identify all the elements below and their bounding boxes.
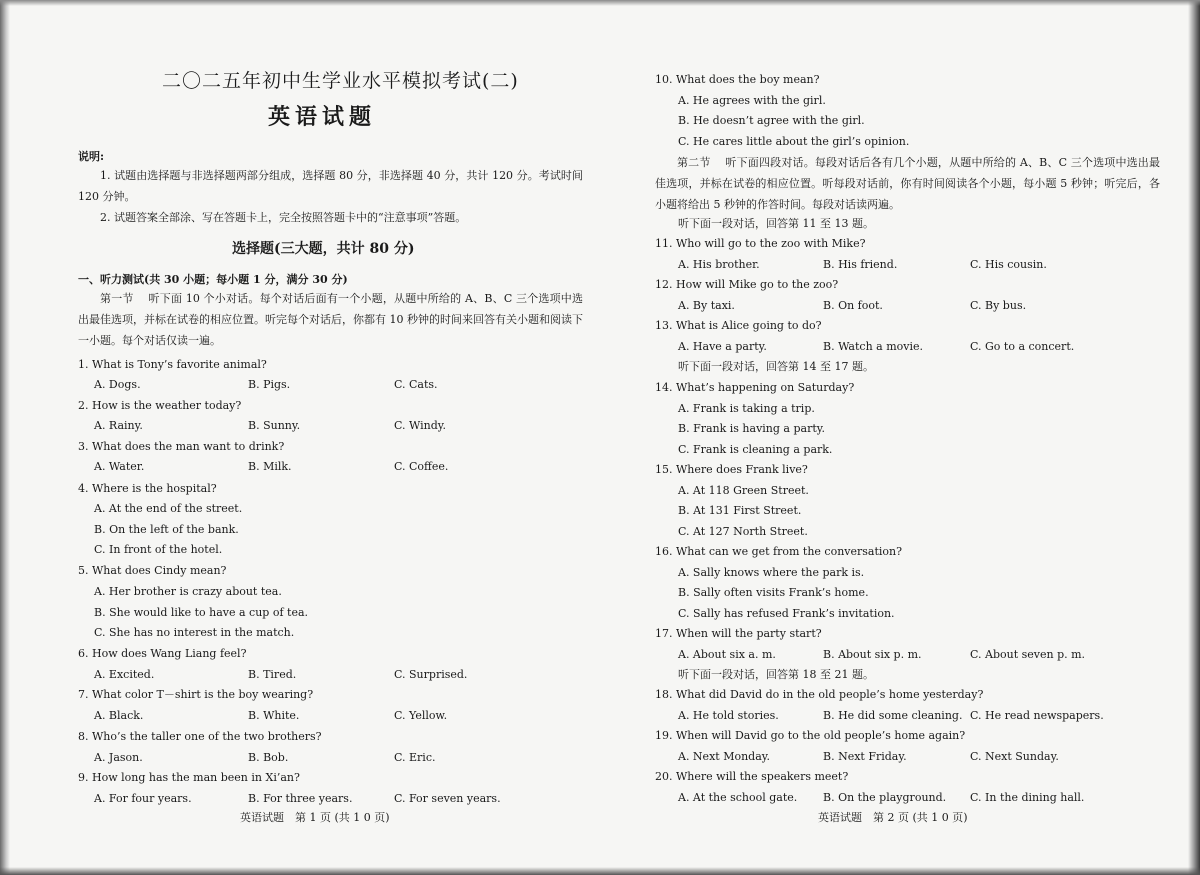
option-16a: A. Sally knows where the park is.	[678, 566, 865, 579]
option-18b: B. He did some cleaning.	[823, 709, 963, 722]
option-5c: C. She has no interest in the match.	[94, 626, 295, 639]
option-11b: B. His friend.	[823, 258, 898, 271]
option-9a: A. For four years.	[94, 792, 192, 805]
option-10b: B. He doesn’t agree with the girl.	[678, 114, 865, 127]
option-8c: C. Eric.	[394, 751, 436, 764]
option-2b: B. Sunny.	[248, 419, 301, 432]
question-19: 19. When will David go to the old people’s home again?	[655, 729, 966, 742]
option-13a: A. Have a party.	[678, 340, 767, 353]
option-4a: A. At the end of the street.	[94, 502, 243, 515]
page-footer-2: 英语试题 第 2 页 (共 1 0 页)	[818, 811, 968, 824]
page-footer-1: 英语试题 第 1 页 (共 1 0 页)	[240, 811, 390, 824]
notes-label: 说明:	[78, 150, 105, 163]
question-4: 4. Where is the hospital?	[78, 482, 217, 495]
option-18a: A. He told stories.	[678, 709, 779, 722]
option-8b: B. Bob.	[248, 751, 289, 764]
note-1: 1. 试题由选择题与非选择题两部分组成，选择题 80 分，非选择题 40 分，共计 120 分。考试时间 120 分钟。	[78, 169, 583, 203]
option-6b: B. Tired.	[248, 668, 297, 681]
dialog-2-label: 听下面一段对话，回答第 14 至 17 题。	[678, 360, 874, 373]
option-18c: C. He read newspapers.	[970, 709, 1104, 722]
option-10c: C. He cares little about the girl’s opinion.	[678, 135, 910, 148]
option-10a: A. He agrees with the girl.	[678, 94, 826, 107]
question-15: 15. Where does Frank live?	[655, 463, 808, 476]
part-intro: 第一节 听下面 10 个小对话。每个对话后面有一个小题，从题中所给的 A、B、C 三个选项中选出最佳选项，并标在试卷的相应位置。听完每个对话后，你都有 10 秒钟的时间来回答有关小题和阅读下一小题。每个对话仅读一遍。	[78, 292, 583, 347]
option-11c: C. His cousin.	[970, 258, 1047, 271]
option-12b: B. On foot.	[823, 299, 883, 312]
option-7c: C. Yellow.	[394, 709, 448, 722]
option-9b: B. For three years.	[248, 792, 353, 805]
option-7b: B. White.	[248, 709, 300, 722]
option-19a: A. Next Monday.	[678, 750, 771, 763]
question-6: 6. How does Wang Liang feel?	[78, 647, 247, 660]
option-17b: B. About six p. m.	[823, 648, 922, 661]
option-5a: A. Her brother is crazy about tea.	[94, 585, 282, 598]
option-20c: C. In the dining hall.	[970, 791, 1085, 804]
option-14a: A. Frank is taking a trip.	[678, 402, 815, 415]
part2-intro: 第二节 听下面四段对话。每段对话后各有几个小题，从题中所给的 A、B、C 三个选项中选出最佳选项，并标在试卷的相应位置。听每段对话前，你有时间阅读各个小题，每小题 5 秒钟；听完后，各小题将给出 5 秒钟的作答时间。每段对话读两遍。	[655, 156, 1160, 211]
option-14b: B. Frank is having a party.	[678, 422, 826, 435]
option-17c: C. About seven p. m.	[970, 648, 1086, 661]
option-3b: B. Milk.	[248, 460, 292, 473]
option-9c: C. For seven years.	[394, 792, 501, 805]
section-title: 选择题(三大题，共计 80 分)	[232, 241, 415, 257]
option-1c: C. Cats.	[394, 378, 438, 391]
option-19b: B. Next Friday.	[823, 750, 907, 763]
question-1: 1. What is Tony’s favorite animal?	[78, 358, 267, 371]
option-4c: C. In front of the hotel.	[94, 543, 223, 556]
option-8a: A. Jason.	[94, 751, 143, 764]
option-13c: C. Go to a concert.	[970, 340, 1075, 353]
scan-shadow-top	[0, 0, 1200, 6]
option-5b: B. She would like to have a cup of tea.	[94, 606, 309, 619]
option-15a: A. At 118 Green Street.	[678, 484, 809, 497]
question-14: 14. What’s happening on Saturday?	[655, 381, 855, 394]
scan-shadow-left	[0, 0, 10, 875]
option-13b: B. Watch a movie.	[823, 340, 923, 353]
question-2: 2. How is the weather today?	[78, 399, 242, 412]
option-4b: B. On the left of the bank.	[94, 523, 239, 536]
option-15c: C. At 127 North Street.	[678, 525, 808, 538]
question-10: 10. What does the boy mean?	[655, 73, 820, 86]
option-17a: A. About six a. m.	[678, 648, 776, 661]
question-11: 11. Who will go to the zoo with Mike?	[655, 237, 866, 250]
option-12c: C. By bus.	[970, 299, 1027, 312]
option-20a: A. At the school gate.	[678, 791, 798, 804]
question-16: 16. What can we get from the conversation?	[655, 545, 903, 558]
note-2: 2. 试题答案全部涂、写在答题卡上，完全按照答题卡中的“注意事项”答题。	[100, 211, 467, 224]
part-title: 一、听力测试(共 30 小题；每小题 1 分，满分 30 分)	[78, 273, 348, 286]
option-1a: A. Dogs.	[94, 378, 141, 391]
option-16c: C. Sally has refused Frank’s invitation.	[678, 607, 895, 620]
option-2c: C. Windy.	[394, 419, 447, 432]
option-20b: B. On the playground.	[823, 791, 947, 804]
option-12a: A. By taxi.	[678, 299, 735, 312]
option-19c: C. Next Sunday.	[970, 750, 1059, 763]
question-12: 12. How will Mike go to the zoo?	[655, 278, 839, 291]
question-7: 7. What color T－shirt is the boy wearing?	[78, 688, 314, 701]
question-13: 13. What is Alice going to do?	[655, 319, 822, 332]
question-5: 5. What does Cindy mean?	[78, 564, 227, 577]
scan-shadow-right	[1188, 0, 1200, 875]
option-2a: A. Rainy.	[94, 419, 143, 432]
question-20: 20. Where will the speakers meet?	[655, 770, 849, 783]
option-3a: A. Water.	[94, 460, 145, 473]
option-1b: B. Pigs.	[248, 378, 291, 391]
question-8: 8. Who’s the taller one of the two brothers?	[78, 730, 322, 743]
question-18: 18. What did David do in the old people’s home yesterday?	[655, 688, 984, 701]
question-3: 3. What does the man want to drink?	[78, 440, 285, 453]
option-11a: A. His brother.	[678, 258, 760, 271]
subject-title: 英语试题	[268, 104, 377, 130]
question-9: 9. How long has the man been in Xi’an?	[78, 771, 300, 784]
option-16b: B. Sally often visits Frank’s home.	[678, 586, 869, 599]
option-14c: C. Frank is cleaning a park.	[678, 443, 833, 456]
option-7a: A. Black.	[94, 709, 144, 722]
option-6c: C. Surprised.	[394, 668, 468, 681]
option-3c: C. Coffee.	[394, 460, 449, 473]
question-17: 17. When will the party start?	[655, 627, 822, 640]
scan-shadow-bottom	[0, 867, 1200, 875]
dialog-1-label: 听下面一段对话，回答第 11 至 13 题。	[678, 217, 874, 230]
option-6a: A. Excited.	[94, 668, 155, 681]
exam-title: 二〇二五年初中生学业水平模拟考试(二)	[162, 70, 519, 92]
option-15b: B. At 131 First Street.	[678, 504, 802, 517]
dialog-3-label: 听下面一段对话，回答第 18 至 21 题。	[678, 668, 874, 681]
